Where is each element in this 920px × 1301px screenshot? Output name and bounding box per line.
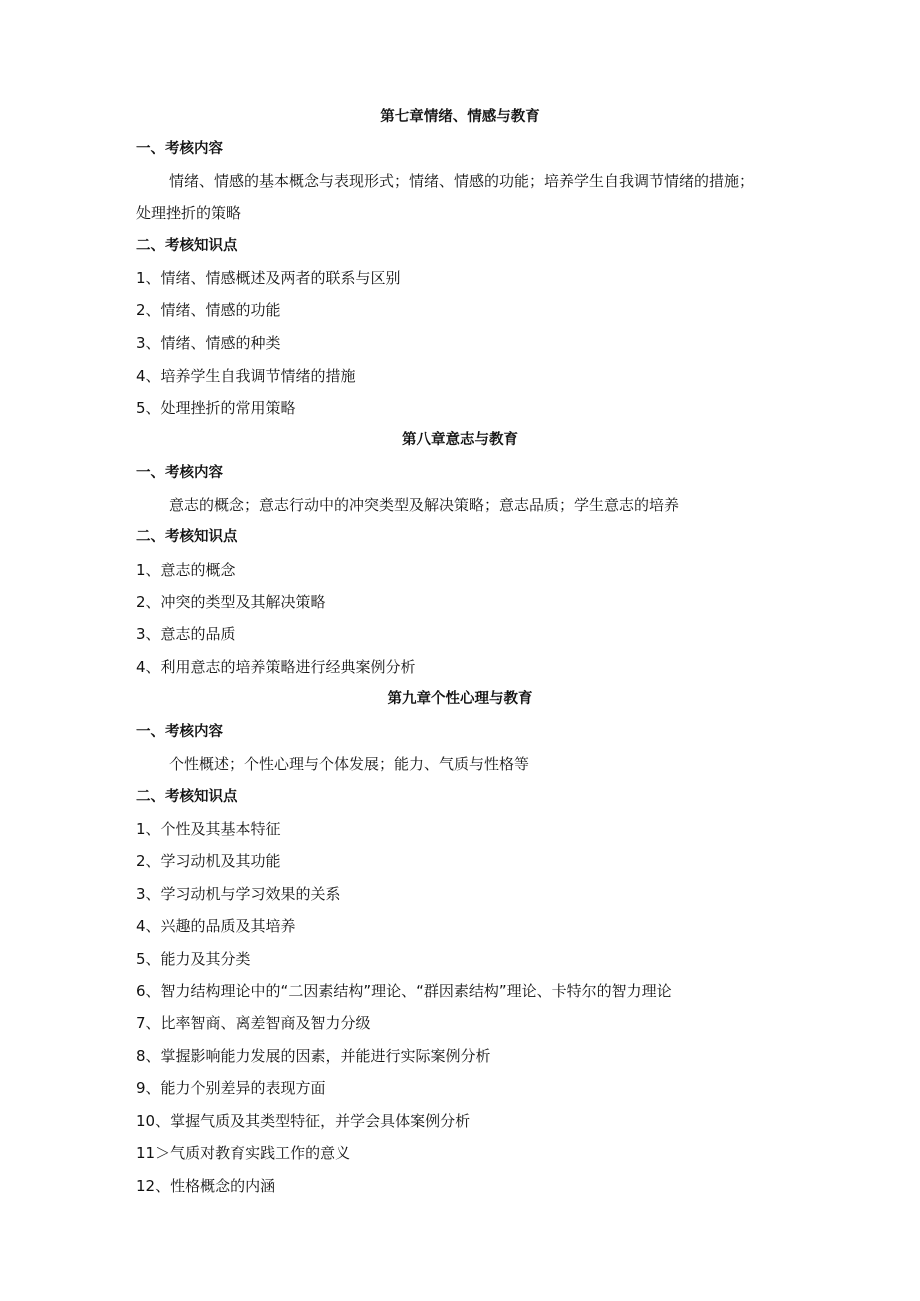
- chapter-8-point-4: 4、利用意志的培养策略进行经典案例分析: [136, 658, 416, 676]
- chapter-7-title: 第七章情绪、情感与教育: [380, 109, 540, 125]
- chapter-9-point-7: 7、比率智商、离差智商及智力分级: [136, 1014, 371, 1032]
- chapter-9-point-8: 8、掌握影响能力发展的因素，并能进行实际案例分析: [136, 1047, 491, 1065]
- chapter-7-point-3: 3、情绪、情感的种类: [136, 334, 281, 352]
- chapter-9-point-12: 12、性格概念的内涵: [136, 1177, 276, 1195]
- chapter-8-content-line-1: 意志的概念；意志行动中的冲突类型及解决策略；意志品质；学生意志的培养: [169, 496, 680, 514]
- chapter-9-points-heading: 二、考核知识点: [136, 789, 238, 805]
- chapter-8-point-2: 2、冲突的类型及其解决策略: [136, 593, 326, 611]
- chapter-9-point-4: 4、兴趣的品质及其培养: [136, 917, 296, 935]
- chapter-7-content-line-1: 情绪、情感的基本概念与表现形式；情绪、情感的功能；培养学生自我调节情绪的措施；: [169, 172, 755, 190]
- chapter-9-point-11: 11＞气质对教育实践工作的意义: [136, 1144, 351, 1162]
- chapter-7-point-4: 4、培养学生自我调节情绪的措施: [136, 367, 356, 385]
- chapter-9-content-heading: 一、考核内容: [136, 724, 223, 740]
- chapter-9-point-2: 2、学习动机及其功能: [136, 852, 281, 870]
- chapter-9-title: 第九章个性心理与教育: [387, 691, 533, 707]
- chapter-7-content-heading: 一、考核内容: [136, 141, 223, 157]
- chapter-8-points-heading: 二、考核知识点: [136, 529, 238, 545]
- chapter-8-content-heading: 一、考核内容: [136, 465, 223, 481]
- chapter-7-points-heading: 二、考核知识点: [136, 238, 238, 254]
- chapter-9-point-6: 6、智力结构理论中的“二因素结构”理论、“群因素结构”理论、卡特尔的智力理论: [136, 982, 672, 1000]
- chapter-9-point-3: 3、学习动机与学习效果的关系: [136, 885, 341, 903]
- chapter-7-content-line-2: 处理挫折的策略: [136, 204, 242, 222]
- chapter-8-title: 第八章意志与教育: [402, 432, 518, 448]
- chapter-9-point-9: 9、能力个别差异的表现方面: [136, 1079, 326, 1097]
- chapter-8-point-3: 3、意志的品质: [136, 625, 236, 643]
- chapter-9-content-line-1: 个性概述；个性心理与个体发展；能力、气质与性格等: [169, 755, 530, 773]
- chapter-7-point-2: 2、情绪、情感的功能: [136, 301, 281, 319]
- chapter-9-point-1: 1、个性及其基本特征: [136, 820, 281, 838]
- chapter-8-point-1: 1、意志的概念: [136, 561, 236, 579]
- chapter-7-point-5: 5、处理挫折的常用策略: [136, 399, 296, 417]
- chapter-7-point-1: 1、情绪、情感概述及两者的联系与区别: [136, 269, 401, 287]
- chapter-9-point-10: 10、掌握气质及其类型特征，并学会具体案例分析: [136, 1112, 471, 1130]
- chapter-9-point-5: 5、能力及其分类: [136, 950, 251, 968]
